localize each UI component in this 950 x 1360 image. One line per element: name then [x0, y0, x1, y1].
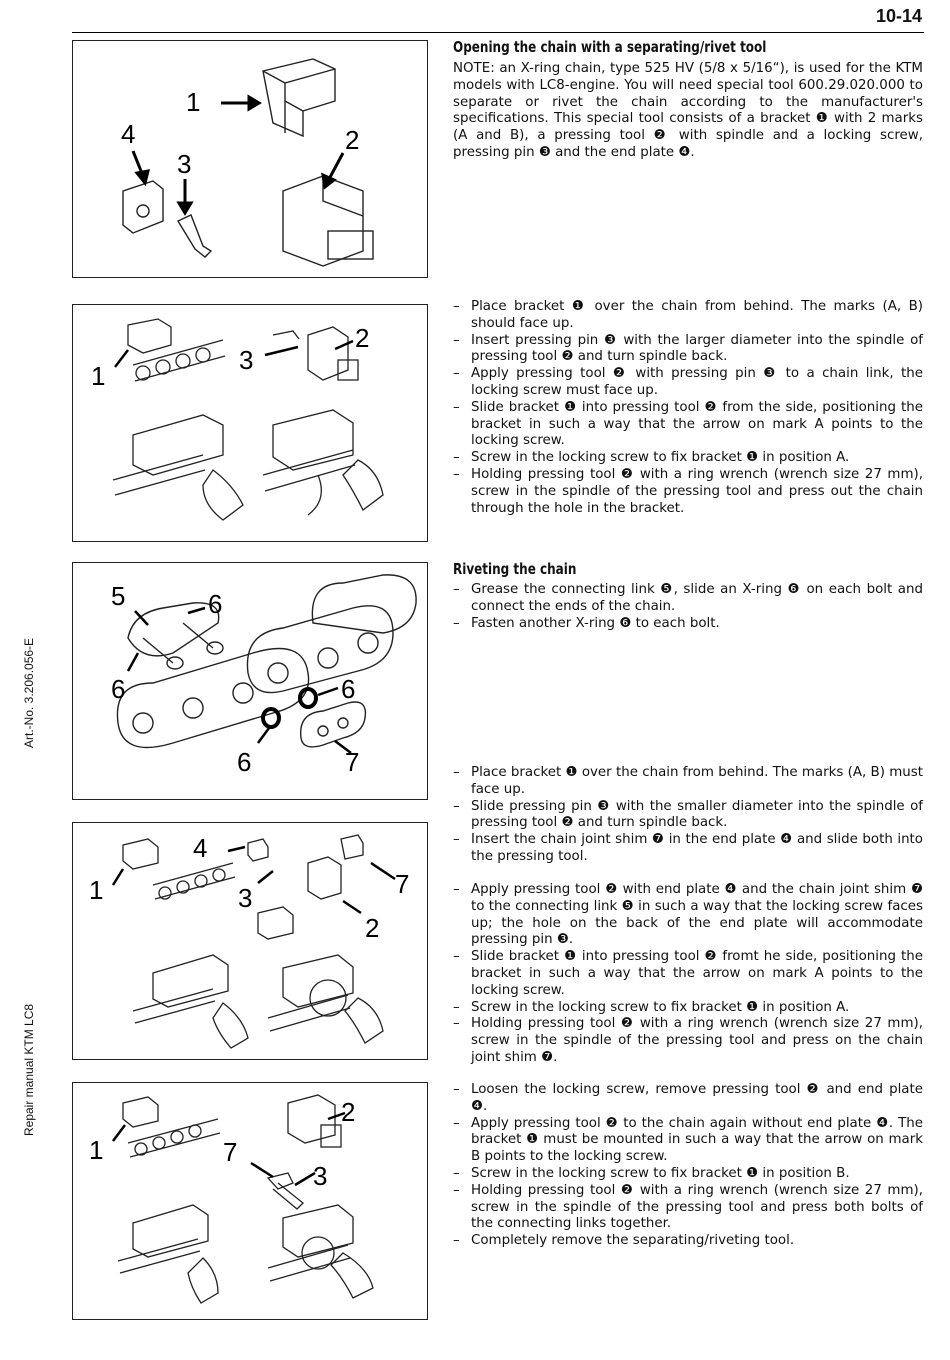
step-item: – Place bracket ❶ over the chain from behind. The marks (A, B) should face up. — [453, 299, 923, 333]
step-item: – Holding pressing tool ❷ with a ring wrench (wrench size 27 mm), screw in the spindle of the pressing tool and press on the chain joint shim ❼. — [453, 1016, 923, 1066]
section-heading-opening-chain: Opening the chain with a separating/rivet tool — [453, 38, 767, 56]
callout-1: 1 — [91, 361, 106, 391]
final-riveting-steps — [453, 1082, 923, 1250]
section-heading-riveting: Riveting the chain — [453, 560, 577, 578]
page-number: 10-14 — [875, 6, 922, 26]
separating-steps-illustration — [73, 305, 427, 541]
riveting-steps-a — [453, 765, 923, 866]
step-item: – Slide pressing pin ❸ with the smaller diameter into the spindle of pressing tool ❷ and turn spindle back. — [453, 799, 923, 833]
figure-riveting-parts — [72, 562, 428, 800]
callout-4: 4 — [193, 833, 208, 863]
step-item: – Apply pressing tool ❷ to the chain again without end plate ❹. The bracket ❶ must be mounted in such a way that the arrow on mark B points to the locking screw. — [453, 1116, 923, 1166]
manual-title-label: Repair manual KTM LC8 — [22, 1003, 36, 1136]
step-item: – Slide bracket ❶ into pressing tool ❷ from the side, positioning the bracket in such a way that the arrow on mark A points to the locking screw. — [453, 400, 923, 450]
step-item: – Holding pressing tool ❷ with a ring wrench (wrench size 27 mm), screw in the spindle of the pressing tool and press both bolts of the connecting links together. — [453, 1183, 923, 1233]
figure-riveting-steps — [72, 822, 428, 1060]
callout-5: 5 — [111, 581, 126, 611]
separating-steps — [453, 299, 923, 517]
callout-7: 7 — [223, 1137, 238, 1167]
article-number-label: Art.-No. 3.206.056-E — [22, 637, 36, 748]
step-item: – Loosen the locking screw, remove pressing tool ❷ and end plate ❹. — [453, 1082, 923, 1116]
callout-6: 6 — [111, 674, 126, 704]
callout-2: 2 — [345, 125, 360, 155]
callout-7: 7 — [395, 869, 410, 899]
callout-7: 7 — [345, 747, 360, 777]
callout-2: 2 — [341, 1097, 356, 1127]
callout-6: 6 — [341, 674, 356, 704]
step-item: – Place bracket ❶ over the chain from behind. The marks (A, B) must face up. — [453, 765, 923, 799]
step-item: – Screw in the locking screw to fix bracket ❶ in position A. — [453, 1000, 923, 1017]
callout-3: 3 — [313, 1161, 328, 1191]
figure-separating-steps — [72, 304, 428, 542]
riveting-steps-b — [453, 882, 923, 1067]
callout-6: 6 — [208, 589, 223, 619]
riveting-prep-steps — [453, 582, 923, 632]
step-item: – Grease the connecting link ❺, slide an X-ring ❻ on each bolt and connect the ends of the chain. — [453, 582, 923, 616]
callout-6: 6 — [237, 747, 252, 777]
callout-2: 2 — [355, 323, 370, 353]
callout-1: 1 — [186, 87, 201, 117]
callout-2: 2 — [365, 913, 380, 943]
step-item: – Insert pressing pin ❸ with the larger diameter into the spindle of pressing tool ❷ and turn spindle back. — [453, 333, 923, 367]
tool-parts-illustration — [73, 41, 427, 277]
callout-3: 3 — [238, 883, 253, 913]
callout-1: 1 — [89, 1135, 104, 1165]
callout-1: 1 — [89, 875, 104, 905]
step-item: – Screw in the locking screw to fix bracket ❶ in position A. — [453, 450, 923, 467]
header-rule — [72, 32, 924, 33]
final-riveting-illustration — [73, 1083, 427, 1319]
riveting-steps-illustration — [73, 823, 427, 1059]
step-item: – Slide bracket ❶ into pressing tool ❷ fromt he side, positioning the bracket in such a way that the arrow on mark A points to the locking screw. — [453, 949, 923, 999]
step-item: – Insert the chain joint shim ❼ in the end plate ❹ and slide both into the pressing tool. — [453, 832, 923, 866]
callout-3: 3 — [239, 345, 254, 375]
step-item: – Completely remove the separating/riveting tool. — [453, 1233, 923, 1250]
intro-paragraph: NOTE: an X-ring chain, type 525 HV (5/8 x 5/16“), is used for the KTM models with LC8-engine. You will need special tool 600.29.020.000 to separate or rivet the chain according to the manufacturer's specifications. This special tool consists of a bracket ❶ with 2 marks (A and B), a pressing tool ❷ with spindle and a locking screw, pressing pin ❸ and the end plate ❹. — [453, 61, 923, 160]
figure-final-riveting — [72, 1082, 428, 1320]
figure-tool-parts — [72, 40, 428, 278]
step-item: – Screw in the locking screw to fix bracket ❶ in position B. — [453, 1166, 923, 1183]
chain-riveting-illustration — [73, 563, 427, 799]
step-item: – Apply pressing tool ❷ with pressing pin ❸ to a chain link, the locking screw must face up. — [453, 366, 923, 400]
callout-4: 4 — [121, 119, 136, 149]
step-item: – Apply pressing tool ❷ with end plate ❹ and the chain joint shim ❼ to the connecting link ❺ in such a way that the locking screw faces up; the hole on the back of the end plate will accommodate pressing pin ❸. — [453, 882, 923, 949]
step-item: – Fasten another X-ring ❻ to each bolt. — [453, 616, 923, 633]
callout-3: 3 — [177, 149, 192, 179]
step-item: – Holding pressing tool ❷ with a ring wrench (wrench size 27 mm), screw in the spindle of the pressing tool and press out the chain through the hole in the bracket. — [453, 467, 923, 517]
